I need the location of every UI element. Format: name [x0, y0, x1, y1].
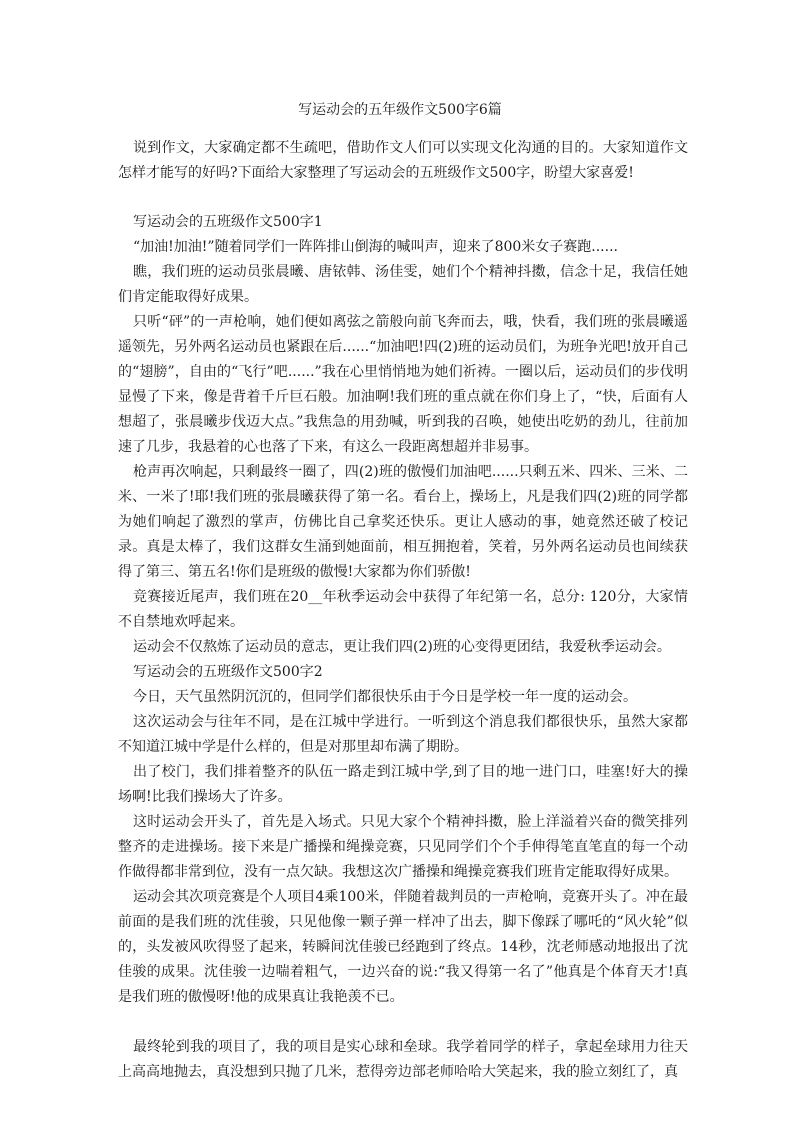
essay1-paragraph: 运动会不仅熬炼了运动员的意志，更让我们四(2)班的心变得更团结，我爱秋季运动会。 [133, 639, 671, 655]
essay2-paragraph: 这次运动会与往年不同，是在江城中学进行。一听到这个消息我们都很快乐，虽然大家都不知道江城中学是什么样的，但是对那里却布满了期盼。 [118, 714, 688, 755]
essay1-paragraph: “加油!加油!”随着同学们一阵阵排山倒海的喊叫声，迎来了800米女子赛跑...... [133, 239, 618, 255]
document-title: 写运动会的五年级作文500字6篇 [298, 102, 502, 118]
essay1-heading: 写运动会的五班级作文500字1 [133, 214, 323, 230]
essay2-paragraph: 这时运动会开头了，首先是入场式。只见大家个个精神抖擞，脸上洋溢着兴奋的微笑排列整齐的走进操场。接下来是广播操和绳操竞赛，只见同学们个个手伸得笔直笔直的每一个动作做得都非常到位，没有一点欠缺。我想这次广播操和绳操竞赛我们班肯定能取得好成果。 [118, 814, 688, 880]
essay2-paragraph: 最终轮到我的项目了，我的项目是实心球和垒球。我学着同学的样子，拿起垒球用力往天上高高地抛去，真没想到只抛了几米，惹得旁边部老师哈哈大笑起来，我的脸立刻红了，真 [118, 1039, 688, 1080]
essay1-paragraph: 只听“砰”的一声枪响，她们便如离弦之箭般向前飞奔而去，哦，快看，我们班的张晨曦遥遥领先，另外两名运动员也紧跟在后......“加油吧!四(2)班的运动员们，为班争光吧!放开自己的“翅膀”，自由的“飞行”吧......”我在心里悄悄地为她们祈祷。一圈以后，运动员们的步伐明显慢了下来，像是背着千斤巨石般。加油啊!我们班的重点就在你们身上了，“快，后面有人想超了，张晨曦步伐迈大点。”我焦急的用劲喊，听到我的召唤，她使出吃奶的劲儿，往前加速了几步，我悬着的心也落了下来，有这么一段距离想超并非易事。 [118, 314, 688, 455]
essay1-paragraph: 瞧，我们班的运动员张晨曦、唐铱韩、汤佳雯，她们个个精神抖擞，信念十足，我信任她们肯定能取得好成果。 [118, 264, 688, 305]
essay1-paragraph: 竞赛接近尾声，我们班在20__年秋季运动会中获得了年纪第一名，总分: 120分，大家情不自禁地欢呼起来。 [118, 589, 688, 630]
essay2-paragraph: 今日，天气虽然阴沉沉的，但同学们都很快乐由于今日是学校一年一度的运动会。 [133, 689, 637, 705]
essay2-heading: 写运动会的五班级作文500字2 [133, 664, 323, 680]
essay2-paragraph: 出了校门，我们排着整齐的队伍一路走到江城中学,到了目的地一进门口，哇塞!好大的操场啊!比我们操场大了许多。 [118, 764, 688, 805]
essay2-paragraph: 运动会其次项竞赛是个人项目4乘100米，伴随着裁判员的一声枪响，竞赛开头了。冲在最前面的是我们班的沈佳骏，只见他像一颗子弹一样冲了出去，脚下像踩了哪吒的“风火轮”似的，头发被风吹得竖了起来，转瞬间沈佳骏已经跑到了终点。14秒，沈老师感动地报出了沈佳骏的成果。沈佳骏一边喘着粗气，一边兴奋的说:“我又得第一名了”他真是个体育天才!真是我们班的傲慢呀!他的成果真让我艳羡不已。 [118, 889, 688, 1005]
essay1-paragraph: 枪声再次响起，只剩最终一圈了，四(2)班的傲慢们加油吧......只剩五米、四米、三米、二米、一米了!耶!我们班的张晨曦获得了第一名。看台上，操场上，凡是我们四(2)班的同学都为她们响起了激烈的掌声，仿佛比自己拿奖还快乐。更让人感动的事，她竟然还破了校记录。真是太棒了，我们这群女生涌到她面前，相互拥抱着，笑着，另外两名运动员也间续获得了第三、第五名!你们是班级的傲慢!大家都为你们骄傲! [118, 464, 688, 580]
intro-paragraph: 说到作文，大家确定都不生疏吧，借助作文人们可以实现文化沟通的目的。大家知道作文怎样才能写的好吗?下面给大家整理了写运动会的五班级作文500字，盼望大家喜爱! [118, 140, 688, 181]
